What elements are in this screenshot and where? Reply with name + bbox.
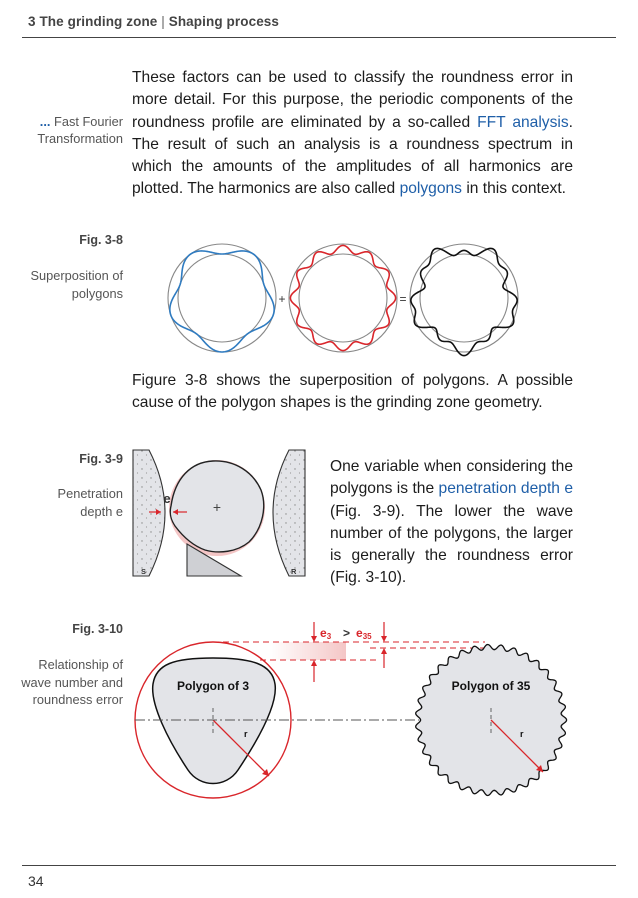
running-header: [28, 14, 279, 29]
fig39-center-plus: +: [212, 499, 222, 515]
fig310-caption: Relationship of wave number and roundness error: [21, 657, 123, 707]
fig38-caption: Superposition of polygons: [30, 268, 123, 301]
fig38-equals: =: [399, 292, 407, 306]
intro-text-2: . The result of such an analysis is a roundness spectrum in which the amounts of the amplitudes of all harmonics are plotted. The harmonics are also called: [132, 113, 573, 198]
fig39-e-label: e: [163, 491, 171, 506]
e35-label: e35: [356, 626, 372, 641]
header-chapter: 3 The grinding zone: [28, 14, 158, 29]
paragraph-2: Figure 3-8 shows the superposition of polygons. A possible cause of the polygon shapes is the grinding zone geometry.: [132, 372, 573, 412]
header-separator: |: [161, 14, 165, 29]
header-rule: [22, 37, 616, 38]
para3-text-2: (Fig. 3-9). The lower the wave number of the polygons, the larger is generally the roundness error (Fig. 3-10).: [330, 502, 573, 587]
fig38-circle-inner-1: [178, 254, 266, 342]
fig38-label: Fig. 3-8: [79, 233, 123, 247]
fig310-label: Fig. 3-10: [72, 622, 123, 636]
fig38-polygon-5: [170, 251, 274, 352]
e3-label: e3: [320, 626, 332, 641]
fig38-plus: +: [278, 292, 286, 306]
fig39-s-label: S: [141, 567, 147, 576]
intro-text-1: These factors can be used to classify the roundness error in more detail. For this purpose, the periodic components of the roundness profile are eliminated by a so-called: [132, 69, 573, 131]
fig38-circle-outer-3: [410, 244, 518, 352]
polygon3-label: Polygon of 3: [177, 679, 249, 693]
footer-rule: [22, 865, 616, 866]
fig38-polygon-12: [290, 245, 395, 350]
fft-analysis-term: FFT analysis: [477, 113, 569, 131]
gt-sign: >: [343, 626, 351, 640]
sidenote-line1: Fast Fourier: [54, 114, 123, 129]
fig310-drawing: [130, 620, 580, 810]
sidenote-line2: Transformation: [37, 131, 123, 146]
fig38-drawing: [160, 236, 528, 362]
e3-band: [270, 642, 346, 660]
fig38-circle-outer-1: [168, 244, 276, 352]
fig39-r-label: R: [291, 567, 297, 576]
fig39-label: Fig. 3-9: [79, 452, 123, 466]
polygon35-label: Polygon of 35: [451, 679, 531, 693]
fig39-drawing: [131, 448, 307, 582]
header-section: Shaping process: [168, 14, 280, 29]
penetration-depth-term: penetration depth e: [438, 480, 574, 498]
e35-arrowhead-top: [381, 636, 387, 642]
sidenote-prefix: ...: [39, 114, 51, 129]
fig38-circle-outer-2: [289, 244, 397, 352]
fig38-polygon-sum: [411, 248, 517, 355]
fig38-circle-inner-3: [420, 254, 508, 342]
regulating-wheel-r: [273, 450, 305, 576]
e35-arrowhead-bottom: [381, 648, 387, 654]
sidenote-fft: [37, 113, 123, 147]
page-number: 34: [28, 873, 44, 889]
polygon3-r-label: r: [244, 729, 248, 739]
fig38-circle-inner-2: [299, 254, 387, 342]
intro-text-3: in this context.: [461, 180, 566, 198]
e3-arrowhead-top: [311, 636, 317, 642]
fig39-caption: Penetration depth e: [57, 486, 123, 519]
e3-arrowhead-bottom: [311, 660, 317, 666]
intro-paragraph: [132, 67, 573, 201]
grinding-wheel-s: [133, 450, 165, 576]
paragraph-3: [330, 456, 573, 590]
para3-text-1: One variable when considering the polygons is the: [330, 458, 573, 498]
polygons-term: polygons: [399, 180, 462, 198]
polygon35-r-label: r: [520, 729, 524, 739]
